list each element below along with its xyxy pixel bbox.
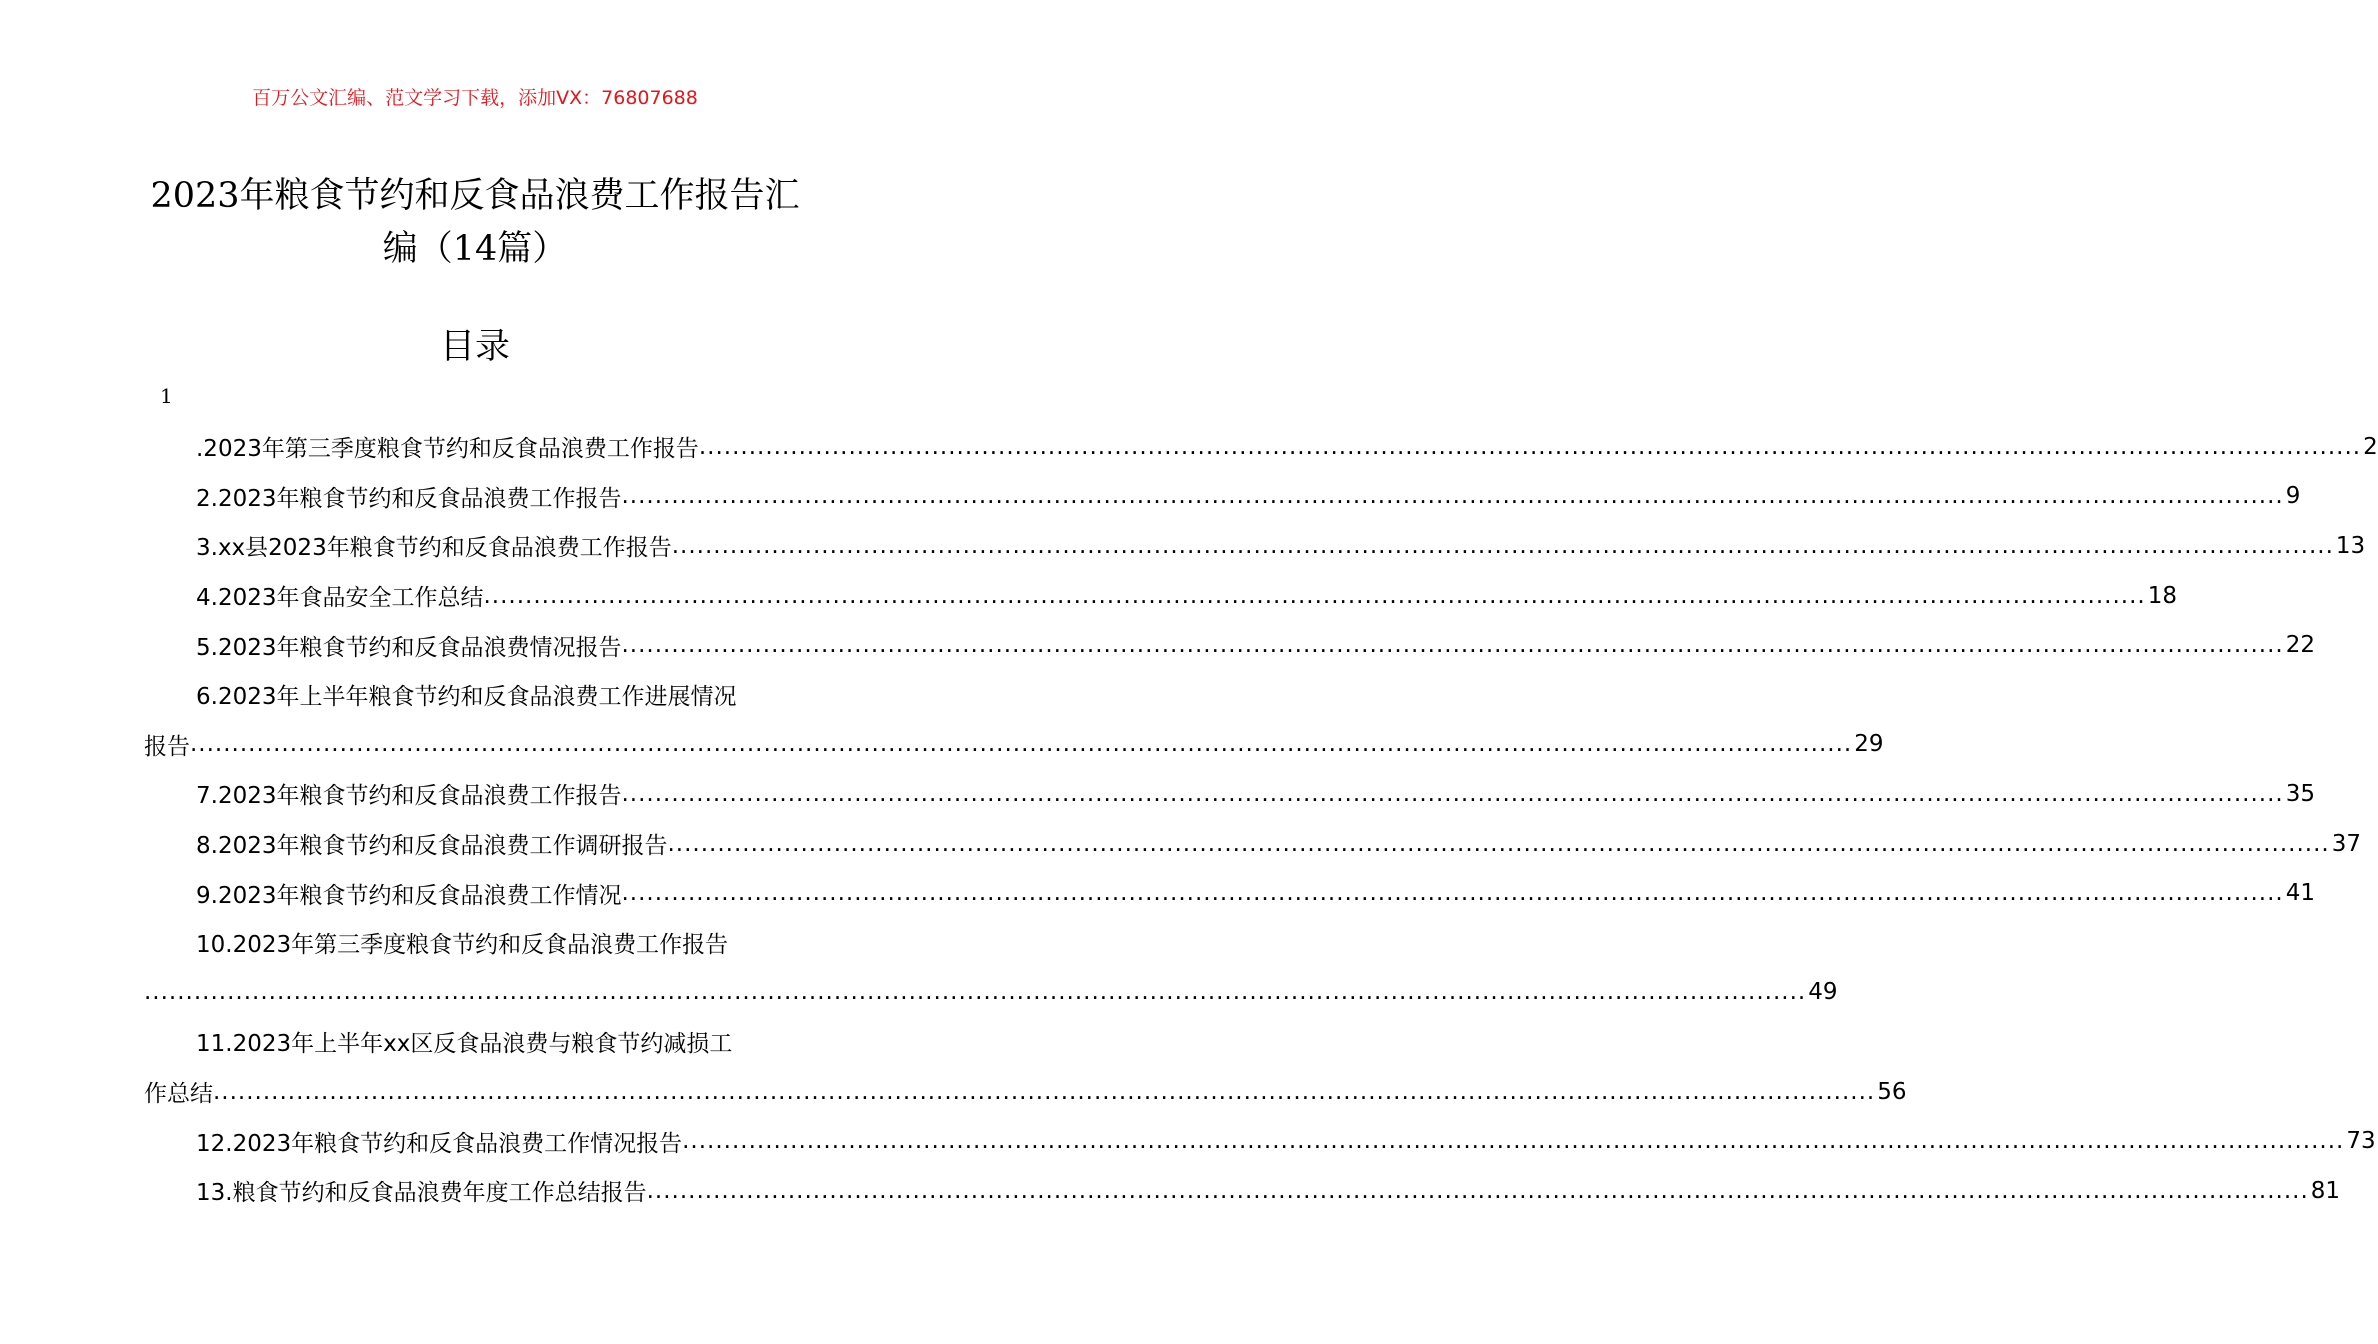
toc-entry-3[interactable] [144,521,2366,571]
toc-entry-label: 3.xx县2023年粮食节约和反食品浪费工作报告 [196,535,672,562]
toc-entry-label: 12.2023年粮食节约和反食品浪费工作情况报告 [196,1130,683,1157]
document-title-line-1: 2023年粮食节约和反食品浪费工作报告汇 [150,176,800,216]
toc-entry-label: 5.2023年粮食节约和反食品浪费情况报告 [196,634,622,661]
toc-entry-label: 4.2023年食品安全工作总结 [196,585,484,612]
toc-dot-leader: ........................................................................................................................................................................................................ [213,1078,1876,1105]
toc-entry-label: 7.2023年粮食节约和反食品浪费工作报告 [196,783,622,810]
toc-entry-8[interactable] [144,819,2361,869]
toc-dot-leader: ........................................................................................................................................................................................................ [621,880,2284,907]
toc-entry-12[interactable] [144,1116,2376,1166]
toc-dot-leader: ........................................................................................................................................................................................................ [621,780,2284,807]
toc-entry-page: 9 [2285,483,2301,510]
toc-entry-label: .2023年第三季度粮食节约和反食品浪费工作报告 [196,436,699,463]
toc-entry-label: 9.2023年粮食节约和反食品浪费工作情况 [196,882,622,909]
toc-entry-page: 41 [2285,880,2315,907]
toc-entry-11-line-2[interactable] [144,1067,1907,1117]
toc-entry-13[interactable] [144,1166,2341,1216]
toc-entry-page: 18 [2147,582,2177,609]
toc-entry-page: 37 [2331,830,2361,857]
document-title-line-2: 编（14篇） [382,229,568,269]
toc-entry-page: 73 [2346,1128,2376,1155]
toc-dot-leader: ........................................................................................................................................................................................................ [621,632,2284,659]
toc-dot-leader: ........................................................................................................................................................................................................ [667,830,2330,857]
toc-first-number: 1 [160,384,173,408]
toc-entry-page: 13 [2335,532,2366,559]
toc-entry-label: 报告 [144,733,190,760]
toc-dot-leader: ........................................................................................................................................................................................................ [698,433,2362,460]
toc-entry-9[interactable] [144,868,2315,918]
toc-entry-label: 13.粮食节约和反食品浪费年度工作总结报告 [196,1180,647,1207]
toc-entry-page: 49 [1808,979,1838,1006]
toc-entry-label: 8.2023年粮食节约和反食品浪费工作调研报告 [196,833,668,860]
toc-entry-5[interactable] [144,620,2315,670]
toc-entry-11-line-1[interactable] [144,1017,806,1067]
toc-entry-2[interactable] [144,472,2301,522]
toc-entry-label: 6.2023年上半年粮食节约和反食品浪费工作进展情况 [196,684,737,711]
document-title [140,170,810,276]
toc-entry-1[interactable] [144,422,2378,472]
toc-dot-leader: ........................................................................................................................................................................................................ [144,979,1807,1006]
toc-entry-label: 10.2023年第三季度粮食节约和反食品浪费工作报告 [196,932,729,959]
toc-entry-page: 2 [2363,433,2378,460]
toc-entry-page: 35 [2285,780,2315,807]
toc-entry-6-line-2[interactable] [144,720,1884,770]
toc-entry-label: 2.2023年粮食节约和反食品浪费工作报告 [196,485,622,512]
toc-entry-label: 11.2023年上半年xx区反食品浪费与粮食节约减损工 [196,1031,733,1058]
toc-dot-leader: ........................................................................................................................................................................................................ [621,483,2284,510]
toc-entry-7[interactable] [144,769,2315,819]
toc-entry-10-line-2[interactable] [144,968,1838,1018]
toc-entry-10-line-1[interactable] [144,918,806,968]
toc-dot-leader: ........................................................................................................................................................................................................ [190,731,1853,758]
toc-entry-page: 56 [1877,1078,1907,1105]
toc-heading: 目录 [439,327,510,367]
toc-entry-label: 作总结 [144,1081,213,1108]
toc-entry-page: 29 [1854,731,1884,758]
toc-entry-4[interactable] [144,571,2177,621]
toc-entry-6-line-1[interactable] [144,670,806,720]
toc-dot-leader: ........................................................................................................................................................................................................ [682,1128,2345,1155]
toc-entry-page: 22 [2285,632,2315,659]
toc-dot-leader: ........................................................................................................................................................................................................ [646,1177,2309,1204]
toc-dot-leader: ........................................................................................................................................................................................................ [483,582,2146,609]
table-of-contents [144,422,2378,1216]
toc-dot-leader: ........................................................................................................................................................................................................ [671,532,2334,559]
header-note: 百万公文汇编、范文学习下载，添加VX：76807688 [252,87,698,109]
toc-entry-page: 81 [2310,1177,2341,1204]
